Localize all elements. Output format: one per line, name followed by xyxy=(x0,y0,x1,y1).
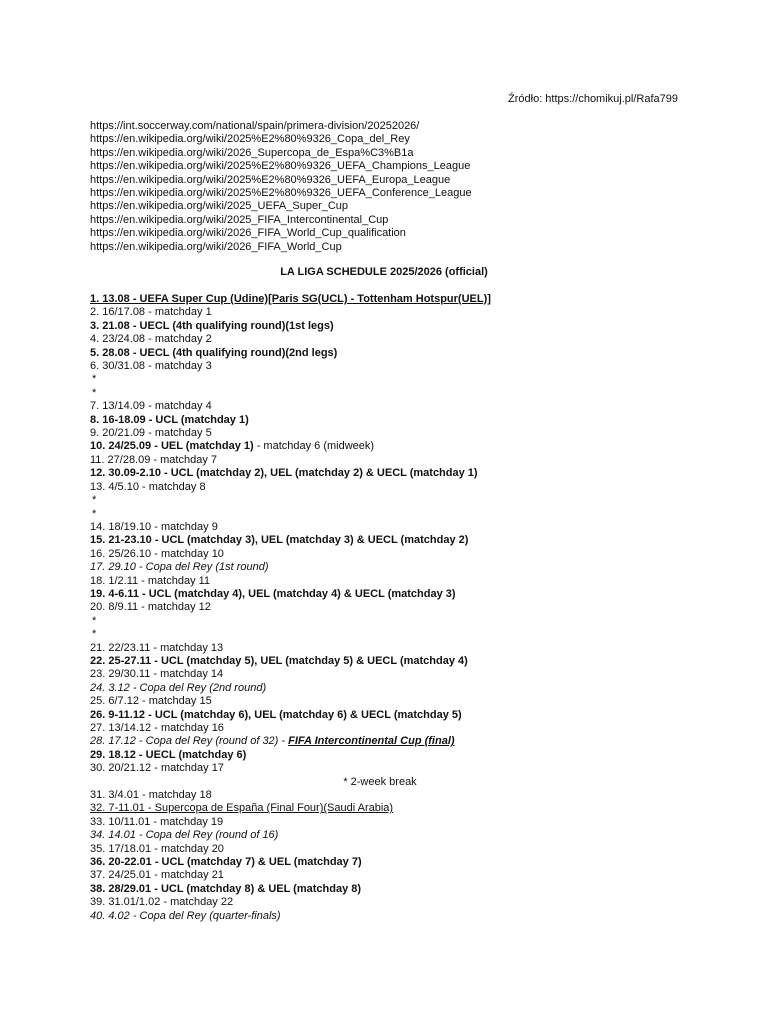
schedule-item: 15. 21-23.10 - UCL (matchday 3), UEL (matchday 3) & UECL (matchday 2) xyxy=(90,534,469,547)
schedule-item: 11. 27/28.09 - matchday 7 xyxy=(90,453,217,466)
schedule-item: 35. 17/18.01 - matchday 20 xyxy=(90,842,224,855)
schedule-item: 26. 9-11.12 - UCL (matchday 6), UEL (matchday 6) & UECL (matchday 5) xyxy=(90,708,462,721)
schedule-item: 23. 29/30.11 - matchday 14 xyxy=(90,668,224,681)
reference-link[interactable]: https://en.wikipedia.org/wiki/2025%E2%80%9326_UEFA_Conference_League xyxy=(90,187,472,200)
schedule-item: 9. 20/21.09 - matchday 5 xyxy=(90,427,212,440)
schedule-item xyxy=(90,440,690,453)
schedule-item: 14. 18/19.10 - matchday 9 xyxy=(90,520,218,533)
schedule-item: 37. 24/25.01 - matchday 21 xyxy=(90,869,224,882)
reference-link[interactable]: https://en.wikipedia.org/wiki/2025_FIFA_Intercontinental_Cup xyxy=(90,213,389,226)
schedule-item-rest: - matchday 6 (midweek) xyxy=(253,440,375,453)
reference-link[interactable]: https://en.wikipedia.org/wiki/2026_FIFA_World_Cup_qualification xyxy=(90,227,406,240)
schedule-item: 4. 23/24.08 - matchday 2 xyxy=(90,333,212,346)
schedule-item: 29. 18.12 - UECL (matchday 6) xyxy=(90,748,247,761)
schedule-item: 40. 4.02 - Copa del Rey (quarter-finals) xyxy=(90,909,281,922)
reference-link[interactable]: https://en.wikipedia.org/wiki/2025%E2%80%9326_Copa_del_Rey xyxy=(90,133,410,146)
schedule-item: 39. 31.01/1.02 - matchday 22 xyxy=(90,896,234,909)
schedule-item-cup: 28. 17.12 - Copa del Rey (round of 32) - xyxy=(90,735,289,748)
schedule-item: 38. 28/29.01 - UCL (matchday 8) & UEL (matchday 8) xyxy=(90,882,362,895)
reference-link[interactable]: https://en.wikipedia.org/wiki/2026_FIFA_World_Cup xyxy=(90,240,342,253)
schedule-item: 12. 30.09-2.10 - UCL (matchday 2), UEL (matchday 2) & UECL (matchday 1) xyxy=(90,467,478,480)
schedule-item: 18. 1/2.11 - matchday 11 xyxy=(90,574,211,587)
schedule-item: 7. 13/14.09 - matchday 4 xyxy=(90,400,212,413)
reference-link[interactable]: https://int.soccerway.com/national/spain/primera-division/20252026/ xyxy=(90,120,420,132)
schedule-item: 24. 3.12 - Copa del Rey (2nd round) xyxy=(90,681,267,694)
schedule-item: 8. 16-18.09 - UCL (matchday 1) xyxy=(90,413,249,426)
schedule-item-intercontinental: FIFA Intercontinental Cup (final) xyxy=(288,735,455,748)
schedule-item: 32. 7-11.01 - Supercopa de España (Final Four)(Saudi Arabia) xyxy=(90,802,394,815)
schedule-item: 3. 21.08 - UECL (4th qualifying round)(1st legs) xyxy=(90,319,334,332)
schedule-list xyxy=(90,293,690,923)
schedule-item xyxy=(90,735,690,748)
separator-star: * xyxy=(92,614,97,627)
separator-star: * xyxy=(92,494,97,507)
schedule-item: 17. 29.10 - Copa del Rey (1st round) xyxy=(90,561,269,574)
separator-star: * xyxy=(92,386,97,399)
schedule-item: 19. 4-6.11 - UCL (matchday 4), UEL (matchday 4) & UECL (matchday 3) xyxy=(90,587,456,600)
schedule-item-bold: 10. 24/25.09 - UEL (matchday 1) xyxy=(90,440,254,453)
reference-link[interactable]: https://en.wikipedia.org/wiki/2025%E2%80%9326_UEFA_Champions_League xyxy=(90,160,471,173)
page-title: LA LIGA SCHEDULE 2025/2026 (official) xyxy=(280,266,488,278)
schedule-item: 36. 20-22.01 - UCL (matchday 7) & UEL (matchday 7) xyxy=(90,856,362,869)
schedule-item: 31. 3/4.01 - matchday 18 xyxy=(90,789,212,802)
reference-link[interactable]: https://en.wikipedia.org/wiki/2026_Supercopa_de_Espa%C3%B1a xyxy=(90,146,414,159)
separator-star: * xyxy=(92,628,97,641)
schedule-item: 27. 13/14.12 - matchday 16 xyxy=(90,722,224,734)
schedule-item: 34. 14.01 - Copa del Rey (round of 16) xyxy=(90,829,279,842)
reference-links xyxy=(90,120,472,254)
schedule-item: 6. 30/31.08 - matchday 3 xyxy=(90,360,212,373)
schedule-item: 22. 25-27.11 - UCL (matchday 5), UEL (matchday 5) & UECL (matchday 4) xyxy=(90,654,468,667)
reference-link[interactable]: https://en.wikipedia.org/wiki/2025%E2%80%9326_UEFA_Europa_League xyxy=(90,173,451,186)
break-note: * 2-week break xyxy=(343,775,417,788)
schedule-item: 2. 16/17.08 - matchday 1 xyxy=(90,306,212,319)
schedule-item: 33. 10/11.01 - matchday 19 xyxy=(90,815,224,828)
schedule-item: 1. 13.08 - UEFA Super Cup (Udine)[Paris SG(UCL) - Tottenham Hotspur(UEL)] xyxy=(90,293,491,305)
schedule-item: 30. 20/21.12 - matchday 17 xyxy=(90,762,224,775)
schedule-item: 25. 6/7.12 - matchday 15 xyxy=(90,695,212,708)
schedule-item: 16. 25/26.10 - matchday 10 xyxy=(90,547,224,560)
separator-star: * xyxy=(92,373,97,386)
schedule-item: 20. 8/9.11 - matchday 12 xyxy=(90,601,211,614)
schedule-item: 5. 28.08 - UECL (4th qualifying round)(2nd legs) xyxy=(90,346,338,359)
schedule-item: 13. 4/5.10 - matchday 8 xyxy=(90,480,206,493)
schedule-item: 21. 22/23.11 - matchday 13 xyxy=(90,641,224,654)
source-credit: Źródło: https://chomikuj.pl/Rafa799 xyxy=(508,93,678,105)
separator-star: * xyxy=(92,507,97,520)
reference-link[interactable]: https://en.wikipedia.org/wiki/2025_UEFA_Super_Cup xyxy=(90,200,349,213)
